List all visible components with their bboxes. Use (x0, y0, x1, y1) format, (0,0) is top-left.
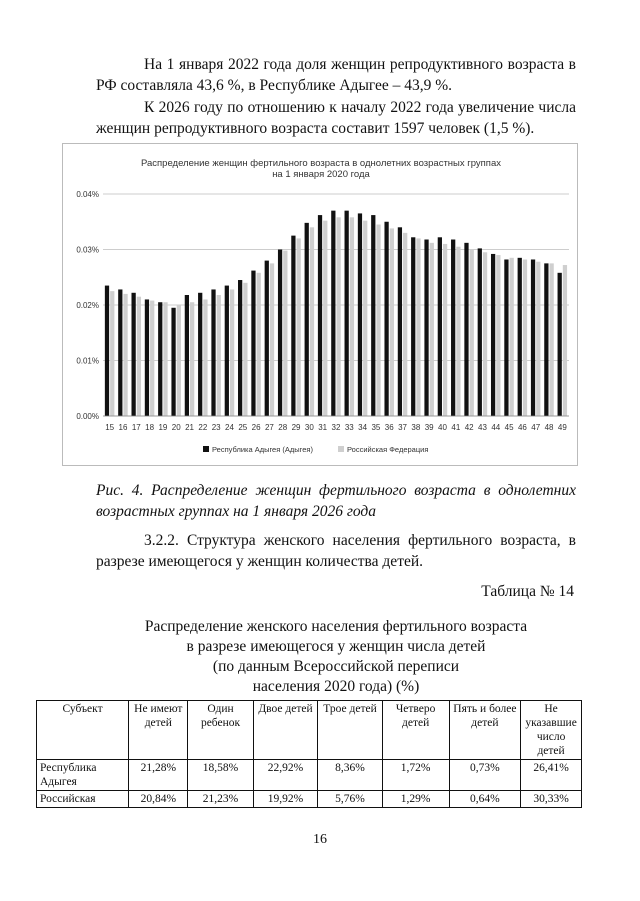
bar (430, 243, 434, 416)
bar (549, 263, 553, 416)
bar (158, 302, 162, 416)
bar (318, 215, 322, 416)
cell-value: 5,76% (318, 791, 382, 808)
x-tick-label: 15 (105, 423, 115, 432)
header-two-children: Двое детей (253, 701, 318, 760)
x-tick-label: 24 (225, 423, 234, 432)
bar (283, 251, 287, 416)
bar (265, 261, 269, 416)
bar (491, 254, 495, 416)
bar (398, 227, 402, 416)
bar (363, 221, 367, 416)
bar (297, 238, 301, 416)
table-title-line-4: населения 2020 года) (%) (252, 678, 420, 695)
bar (305, 223, 309, 416)
bar (456, 247, 460, 416)
x-tick-label: 21 (185, 423, 194, 432)
bar (424, 240, 428, 416)
chart-title-line-2: на 1 января 2020 года (272, 169, 370, 180)
x-tick-label: 16 (118, 423, 128, 432)
cell-value: 1,29% (382, 791, 449, 808)
legend-label: Российская Федерация (347, 445, 429, 454)
x-tick-label: 33 (344, 423, 354, 432)
x-tick-label: 30 (304, 423, 314, 432)
x-tick-label: 41 (451, 423, 461, 432)
bar (171, 308, 175, 416)
bar (523, 259, 527, 416)
x-tick-label: 38 (411, 423, 421, 432)
bar (225, 286, 229, 416)
bar (310, 227, 314, 416)
table-title-line-3: (по данным Всероссийской переписи (212, 658, 460, 675)
x-tick-label: 17 (131, 423, 141, 432)
cell-value: 20,84% (129, 791, 188, 808)
cell-value: 21,23% (188, 791, 253, 808)
table-title (96, 617, 576, 697)
x-tick-label: 28 (278, 423, 288, 432)
bar (544, 263, 548, 416)
x-tick-label: 36 (384, 423, 394, 432)
table-row (37, 791, 582, 808)
bar (331, 211, 335, 416)
section-3-2-2-paragraph: 3.2.2. Структура женского населения фертильного возраста, в разрезе имеющегося у женщин количества детей. (96, 532, 576, 570)
figure-caption: Рис. 4. Распределение женщин фертильного возраста в однолетних возрастных группах на 1 января 2026 года (96, 482, 576, 520)
y-tick-label: 0.04% (76, 190, 99, 199)
paragraph-forecast-2026: К 2026 году по отношению к началу 2022 года увеличение числа женщин репродуктивного возраста составит 1597 человек (1,5 %). (96, 99, 576, 137)
fertile-women-age-chart (63, 144, 579, 467)
bar (531, 259, 535, 416)
cell-value: 0,73% (449, 760, 521, 791)
bar (558, 273, 562, 416)
x-tick-label: 47 (531, 423, 541, 432)
x-tick-label: 26 (251, 423, 261, 432)
y-tick-label: 0.02% (76, 301, 99, 310)
bar (163, 302, 167, 416)
header-three-children: Трое детей (318, 701, 382, 760)
x-tick-label: 18 (145, 423, 155, 432)
x-tick-label: 39 (424, 423, 434, 432)
bar (416, 238, 420, 416)
x-tick-label: 44 (491, 423, 501, 432)
header-four-children: Четверо детей (382, 701, 449, 760)
bar (137, 297, 141, 416)
page-number: 16 (313, 832, 327, 847)
x-tick-label: 48 (544, 423, 554, 432)
paragraph-women-share: На 1 января 2022 года доля женщин репродуктивного возраста в РФ составляла 43,6 %, в Республике Адыгее – 43,9 %. (96, 56, 576, 94)
bar (190, 302, 194, 416)
bar (496, 255, 500, 416)
bar (358, 213, 362, 416)
cell-value: 19,92% (253, 791, 318, 808)
bar (563, 265, 567, 416)
cell-value: 30,33% (521, 791, 582, 808)
bar (464, 243, 468, 416)
legend-label: Республика Адыгея (Адыгея) (212, 445, 313, 454)
bar (345, 211, 349, 416)
header-five-plus-children: Пять и более детей (449, 701, 521, 760)
x-tick-label: 23 (211, 423, 221, 432)
y-tick-label: 0.01% (76, 356, 99, 366)
bar (510, 258, 514, 416)
cell-subject: Республика Адыгея (37, 760, 129, 791)
bar (336, 217, 340, 416)
bar (251, 271, 255, 416)
table-row (37, 760, 582, 791)
bar (150, 301, 154, 416)
bar (123, 294, 127, 416)
bar (203, 299, 207, 416)
bar (185, 295, 189, 416)
table-title-line-1: Распределение женского населения фертильного возраста (144, 618, 528, 635)
bar (118, 289, 122, 416)
x-tick-label: 43 (478, 423, 487, 432)
table-number: Таблица № 14 (481, 583, 574, 600)
bar (371, 215, 375, 416)
bar (483, 252, 487, 416)
bar (217, 295, 221, 416)
bar (198, 293, 202, 416)
chart-container (62, 143, 578, 466)
x-tick-label: 27 (264, 423, 274, 432)
bar (105, 286, 109, 416)
bar (323, 221, 327, 416)
bar (110, 291, 114, 416)
cell-value: 26,41% (521, 760, 582, 791)
bar (211, 289, 215, 416)
bar (177, 305, 181, 416)
bar (504, 259, 508, 416)
header-subject: Субъект (37, 701, 129, 760)
cell-value: 1,72% (382, 760, 449, 791)
x-tick-label: 35 (371, 423, 381, 432)
cell-value: 18,58% (188, 760, 253, 791)
y-tick-label: 0.03% (76, 245, 99, 255)
header-one-child: Один ребенок (188, 701, 253, 760)
bar (403, 233, 407, 416)
legend-swatch (338, 446, 344, 452)
bar (438, 237, 442, 416)
bar (536, 262, 540, 416)
header-no-children: Не имеют детей (129, 701, 188, 760)
bar (451, 240, 455, 416)
cell-value: 22,92% (253, 760, 318, 791)
x-tick-label: 25 (238, 423, 248, 432)
bar (270, 263, 274, 416)
cell-value: 8,36% (318, 760, 382, 791)
bar (243, 283, 247, 416)
header-not-specified: Не указавшие число детей (521, 701, 582, 760)
children-distribution-table (36, 700, 582, 808)
bar (131, 293, 135, 416)
cell-value: 21,28% (129, 760, 188, 791)
table-title-line-2: в разрезе имеющегося у женщин числа детей (186, 638, 486, 655)
bar (230, 289, 234, 416)
bar (384, 222, 388, 416)
cell-subject: Российская (37, 791, 129, 808)
x-tick-label: 22 (198, 423, 208, 432)
x-tick-label: 31 (318, 423, 328, 432)
legend-swatch (203, 446, 209, 452)
bar (376, 225, 380, 416)
x-tick-label: 34 (358, 423, 368, 432)
x-tick-label: 42 (464, 423, 474, 432)
bar (470, 250, 474, 417)
bar (145, 299, 149, 416)
bar (478, 248, 482, 416)
x-tick-label: 20 (171, 423, 181, 432)
chart-title-line-1: Распределение женщин фертильного возраста в однолетних возрастных группах (140, 158, 502, 169)
bar (411, 237, 415, 416)
x-tick-label: 29 (291, 423, 301, 432)
bar (257, 273, 261, 416)
bar (390, 228, 394, 416)
x-tick-label: 45 (504, 423, 514, 432)
bar (291, 236, 295, 416)
x-tick-label: 37 (398, 423, 408, 432)
x-tick-label: 19 (158, 423, 168, 432)
bar (443, 244, 447, 416)
cell-value: 0,64% (449, 791, 521, 808)
bar (350, 217, 354, 416)
y-tick-label: 0.00% (76, 412, 99, 421)
x-tick-label: 49 (557, 423, 567, 432)
bar (518, 258, 522, 416)
table-header-row (37, 701, 582, 760)
bar (238, 280, 242, 416)
x-tick-label: 46 (517, 423, 527, 432)
bar (278, 250, 282, 417)
x-tick-label: 32 (331, 423, 341, 432)
x-tick-label: 40 (438, 423, 447, 432)
